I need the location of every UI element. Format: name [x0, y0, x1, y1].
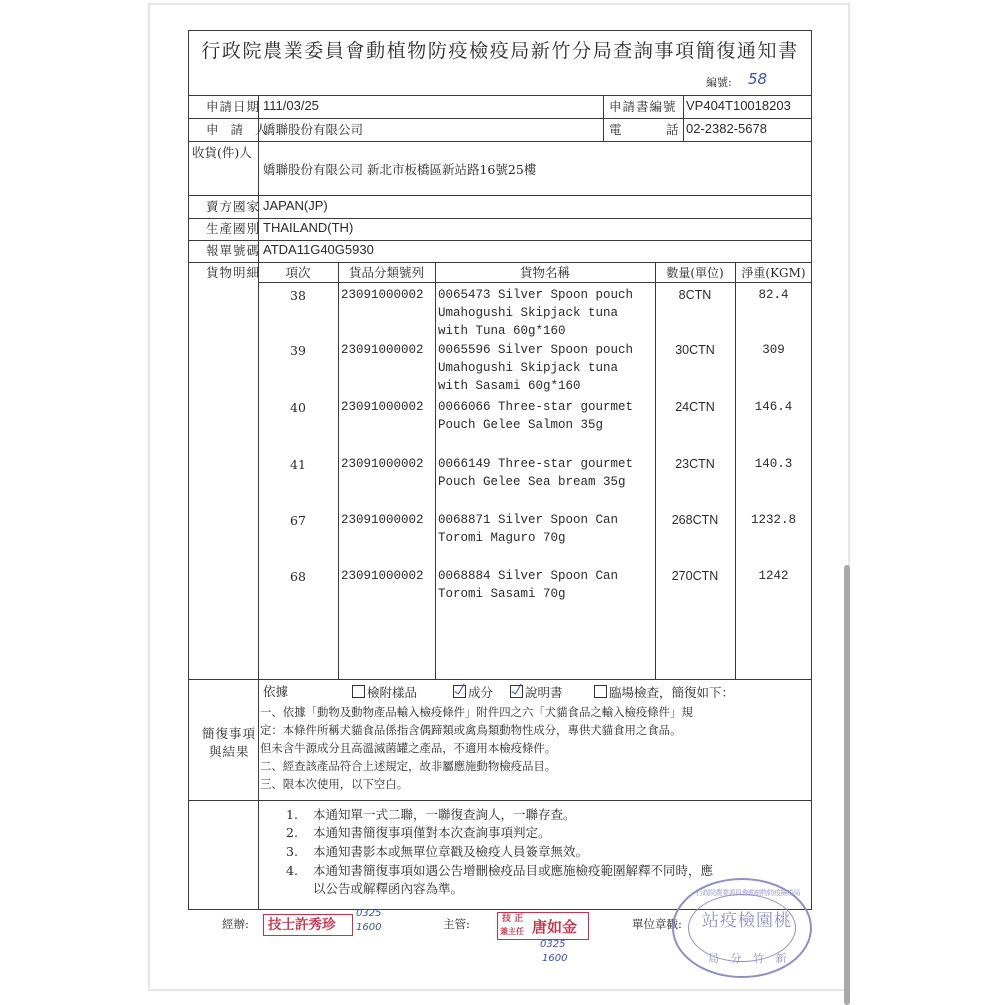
table-row-name-line: 0068884 Silver Spoon Can [438, 569, 619, 583]
handler-date-note: 0325 [356, 908, 382, 919]
origin-country-label: 生產國別 [206, 221, 261, 236]
divider [188, 240, 812, 241]
supervisor-stamp-title: 兼主任 [500, 926, 524, 936]
origin-country-value: THAILAND(TH) [263, 220, 354, 235]
table-row-weight: 140.3 [754, 457, 793, 471]
official-seal [672, 878, 812, 978]
table-row-weight: 82.4 [758, 288, 789, 302]
divider [188, 195, 812, 196]
divider [683, 95, 684, 141]
table-row-qty: 24CTN [675, 400, 715, 414]
table-row-item: 68 [290, 569, 306, 584]
declaration-no-label: 報單號碼 [206, 243, 261, 258]
seller-country-label: 賣方國家 [206, 199, 261, 214]
note-text: 本通知書影本或無單位章戳及檢疫人員簽章無效。 [313, 844, 589, 859]
note-text: 以公告或解釋函內容為準。 [313, 881, 464, 896]
table-row-code: 23091000002 [341, 343, 424, 357]
supervisor-time-note: 1600 [542, 953, 568, 964]
basis-checkbox [510, 685, 563, 700]
document-title: 行政院農業委員會動植物防疫檢疫局新竹分局查詢事項簡復通知書 [201, 40, 799, 62]
note-number: 2. [286, 825, 298, 840]
table-row-name-line: with Sasami 60g*160 [438, 379, 581, 393]
divider [188, 679, 812, 680]
table-row-weight: 1242 [758, 569, 789, 583]
supervisor-stamp-name: 唐如金 [532, 918, 578, 936]
table-row-code: 23091000002 [341, 288, 424, 302]
table-row-item: 40 [290, 400, 306, 415]
note-number: 3. [286, 844, 298, 859]
seal-ring-text: 行政院農業委員會動植物防疫檢疫局 [696, 889, 800, 897]
handler-stamp [263, 914, 353, 936]
seal-bottom-text: 局 分 竹 新 [708, 952, 791, 965]
reply-line: 定：本條件所稱犬貓食品係指含偶蹄類或禽鳥類動物性成分，專供犬貓食用之食品。 [260, 723, 682, 737]
table-row-name-line: 0065473 Silver Spoon pouch [438, 288, 634, 302]
reply-section-label: 與結果 [209, 744, 250, 759]
table-row-weight: 1232.8 [750, 513, 796, 527]
vertical-scrollbar[interactable] [844, 565, 850, 1005]
supervisor-stamp [497, 912, 589, 940]
divider [258, 95, 259, 910]
consignee-value: 嬌聯股份有限公司 新北市板橋區新站路16號25樓 [263, 162, 537, 177]
declaration-no-value: ATDA11G40G5930 [263, 242, 374, 257]
divider [188, 262, 812, 263]
seller-country-value: JAPAN(JP) [263, 198, 328, 213]
handler-time-note: 1600 [356, 922, 382, 933]
note-text: 本通知單一式二聯，一聯復查詢人，一聯存查。 [313, 807, 576, 822]
basis-checkbox [352, 685, 417, 700]
phone-label-1: 電 [609, 122, 623, 137]
table-row-qty: 270CTN [671, 569, 719, 583]
basis-label: 依據 [263, 684, 289, 699]
table-row-name-line: Toromi Sasami 70g [438, 587, 566, 601]
table-row-weight: 309 [762, 343, 785, 357]
table-row-name-line: Toromi Maguro 70g [438, 531, 566, 545]
reply-line: 三、限本次使用，以下空白。 [260, 777, 409, 791]
apply-date-value: 111/03/25 [263, 98, 319, 113]
checkbox-manual [510, 685, 523, 698]
reply-section-label: 簡復事項 [202, 726, 257, 741]
table-row-name-line: 0065596 Silver Spoon pouch [438, 343, 634, 357]
divider [435, 262, 436, 679]
divider [338, 262, 339, 679]
reply-line: 一、依據「動物及動物產品輸入檢疫條件」附件四之六「犬貓食品之輸入檢疫條件」規 [260, 705, 693, 719]
table-row-qty: 30CTN [675, 343, 715, 357]
table-row-name-line: Pouch Gelee Salmon 35g [438, 418, 604, 432]
divider [188, 141, 812, 142]
divider [188, 118, 812, 119]
supervisor-label: 主管: [443, 917, 470, 931]
unit-seal-label: 單位章戳: [632, 917, 682, 931]
table-row-code: 23091000002 [341, 400, 424, 414]
goods-section-label: 貨物明細 [206, 265, 261, 280]
checkbox-onsite-label: 臨場檢查，簡復如下： [609, 685, 735, 700]
table-row-item: 67 [290, 513, 306, 528]
note-text: 本通知書簡復事項如遇公告增刪檢疫品目或應施檢疫範圍解釋不同時，應 [313, 863, 714, 878]
checkbox-onsite [594, 685, 607, 698]
consignee-label: 收貨(件)人 [192, 145, 252, 160]
supervisor-stamp-title: 技 正 [502, 914, 524, 924]
phone-value: 02-2382-5678 [686, 121, 767, 136]
handler-stamp-text: 技士許秀珍 [268, 917, 336, 933]
checkbox-ingredients [453, 685, 466, 698]
column-header-qty: 數量(單位) [666, 266, 724, 280]
apply-date-label: 申請日期 [206, 99, 261, 114]
note-number: 1. [286, 807, 298, 822]
application-no-value: VP404T10018203 [686, 98, 791, 113]
checkbox-manual-label: 說明書 [525, 685, 563, 700]
basis-checkbox [594, 685, 734, 700]
reply-line: 二、經查該產品符合上述規定，故非屬應施動物檢疫品目。 [260, 759, 557, 773]
checkbox-ingredients-label: 成分 [468, 685, 494, 700]
table-row-weight: 146.4 [754, 400, 793, 414]
divider [258, 282, 812, 283]
table-row-name-line: Umahogushi Skipjack tuna [438, 361, 619, 375]
reply-line: 但未含牛源成分且高溫滅菌罐之產品，不適用本檢疫條件。 [260, 741, 557, 755]
handler-label: 經辦: [222, 917, 249, 931]
checkbox-sample-label: 檢附樣品 [367, 685, 418, 700]
column-header-weight: 淨重(KGM) [741, 266, 806, 280]
applicant-label: 申 請 人 [206, 122, 272, 137]
column-header-name: 貨物名稱 [519, 265, 570, 280]
application-no-label: 申請書編號 [609, 99, 677, 114]
table-row-code: 23091000002 [341, 569, 424, 583]
table-row-name-line: with Tuna 60g*160 [438, 324, 566, 338]
table-row-qty: 23CTN [675, 457, 715, 471]
divider [188, 800, 812, 801]
table-row-name-line: 0068871 Silver Spoon Can [438, 513, 619, 527]
column-header-code: 貨品分類號列 [348, 265, 424, 280]
serial-label: 編號: [706, 76, 732, 89]
checkbox-sample [352, 685, 365, 698]
table-row-item: 38 [290, 288, 306, 303]
table-row-name-line: Umahogushi Skipjack tuna [438, 306, 619, 320]
supervisor-date-note: 0325 [540, 939, 566, 950]
table-row-code: 23091000002 [341, 457, 424, 471]
divider [188, 95, 812, 96]
basis-checkbox [453, 685, 493, 700]
table-row-name-line: 0066149 Three-star gourmet [438, 457, 634, 471]
table-row-item: 39 [290, 343, 306, 358]
note-text: 本通知書簡復事項僅對本次查詢事項判定。 [313, 825, 551, 840]
note-number: 4. [286, 863, 298, 878]
serial-number: 58 [748, 70, 768, 88]
phone-label-2: 話 [666, 122, 680, 137]
table-row-name-line: 0066066 Three-star gourmet [438, 400, 634, 414]
table-row-name-line: Pouch Gelee Sea bream 35g [438, 475, 626, 489]
divider [188, 218, 812, 219]
table-row-item: 41 [290, 457, 306, 472]
table-row-qty: 268CTN [671, 513, 719, 527]
table-row-code: 23091000002 [341, 513, 424, 527]
seal-center-text: 站疫檢園桃 [702, 911, 792, 931]
column-header-item: 項次 [285, 265, 311, 280]
divider [603, 95, 604, 141]
applicant-value: 嬌聯股份有限公司 [263, 122, 364, 137]
table-row-qty: 8CTN [678, 288, 712, 302]
